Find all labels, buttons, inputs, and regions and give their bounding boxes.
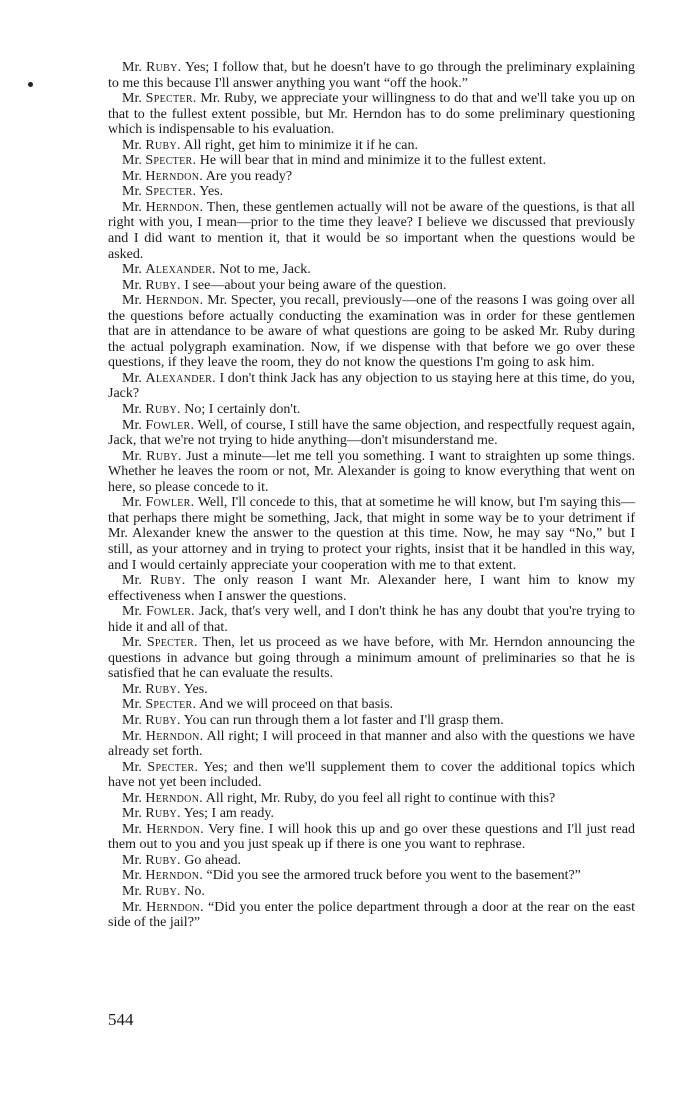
speaker-name: Ruby.	[145, 60, 182, 75]
speaker-prefix: Mr.	[122, 635, 142, 651]
transcript-paragraph	[108, 791, 635, 807]
speaker-name: Ruby.	[145, 402, 181, 418]
transcript-paragraph	[108, 153, 635, 169]
speaker-prefix: Mr.	[122, 604, 142, 620]
speaker-prefix: Mr.	[122, 137, 142, 153]
transcript-paragraph	[108, 760, 635, 791]
speaker-prefix: Mr.	[122, 262, 142, 278]
speaker-prefix: Mr.	[122, 790, 142, 806]
speaker-name: Ruby.	[145, 883, 181, 899]
speaker-prefix: Mr.	[122, 184, 142, 200]
speaker-prefix: Mr.	[122, 712, 142, 728]
transcript-paragraph	[108, 262, 635, 278]
speech-text: Yes.	[183, 681, 208, 697]
transcript-paragraph	[108, 138, 635, 154]
speech-text: Jack, that's very well, and I don't think he has any doubt that you're trying to hide it and all of that.	[108, 604, 636, 635]
speaker-prefix: Mr.	[122, 417, 142, 433]
speaker-name: Herndon.	[145, 868, 204, 884]
transcript-paragraph	[108, 884, 635, 900]
speech-text: Yes.	[199, 184, 224, 200]
speaker-prefix: Mr.	[122, 759, 142, 775]
transcript-paragraph	[108, 822, 635, 853]
transcript-paragraph	[108, 449, 635, 496]
speech-text: Yes; and then we'll supplement them to cover the additional topics which have not yet been included.	[108, 759, 636, 791]
speaker-name: Herndon.	[146, 899, 204, 915]
speech-text: Yes; I am ready.	[183, 806, 274, 822]
speaker-prefix: Mr.	[122, 168, 142, 184]
speaker-name: Specter.	[145, 184, 197, 200]
transcript-paragraph	[108, 635, 635, 682]
speech-text: Then, let us proceed as we have before, with Mr. Herndon announcing the questions in advance but going through a minimum amount of preliminaries so that he is satisfied that he can evaluate the results.	[108, 635, 636, 682]
speech-text: Well, I'll concede to this, that at sometime he will know, but I'm saying this—that perhaps there might be something, Jack, that might in some way be to your detriment if Mr. Alexander knew the answer to the question at this time. Now, he may say “No,” but I still, as your attorney and in trying to protect your rights, insist that it be handled in this way, and I would certainly appreciate your cooperation with me to that extent.	[108, 495, 635, 573]
speaker-name: Herndon.	[146, 821, 204, 837]
speech-text: All right, Mr. Ruby, do you feel all right to continue with this?	[205, 790, 556, 806]
speaker-prefix: Mr.	[122, 806, 142, 822]
speech-text: No.	[184, 883, 205, 899]
transcript-paragraph	[108, 418, 635, 449]
transcript-paragraph	[108, 495, 635, 573]
transcript-paragraph	[108, 868, 635, 884]
speech-text: You can run through them a lot faster and I'll grasp them.	[183, 712, 504, 728]
page-number: 544	[108, 1010, 134, 1029]
speaker-name: Ruby.	[150, 573, 186, 589]
speaker-name: Herndon.	[145, 790, 204, 806]
speaker-prefix: Mr.	[122, 448, 142, 464]
speaker-name: Specter.	[145, 697, 197, 713]
speaker-name: Alexander.	[145, 370, 216, 386]
speaker-name: Herndon.	[145, 168, 204, 184]
speech-text: Mr. Specter, you recall, previously—one of the reasons I was going over all the questions before actually conducting the examination was in order for these gentlemen that are in attendance to be aware of what questions are going to be asked Mr. Ruby during the actual polygraph examination. Now, if we dispense with that before we go over these questions, if they leave the room, they do not know the questions I'm going to ask him.	[108, 293, 636, 371]
speaker-name: Ruby.	[145, 852, 181, 868]
speaker-prefix: Mr.	[122, 60, 142, 75]
speaker-name: Herndon.	[145, 728, 204, 744]
speaker-prefix: Mr.	[122, 199, 142, 215]
speaker-prefix: Mr.	[122, 153, 142, 169]
transcript-paragraph	[108, 293, 635, 371]
speaker-prefix: Mr.	[122, 91, 142, 107]
speech-text: And we will proceed on that basis.	[199, 697, 394, 713]
speech-text: The only reason I want Mr. Alexander here, I want him to know my effectiveness when I answer the questions.	[108, 573, 636, 604]
speech-text: Mr. Ruby, we appreciate your willingness to do that and we'll take you up on that to the fullest extent possible, but Mr. Herndon has to do some preliminary questioning which is indispensable to his evaluation.	[108, 91, 636, 138]
transcript-paragraph	[108, 278, 635, 294]
speech-text: I see—about your being aware of the question.	[184, 277, 447, 293]
speech-text: “Did you see the armored truck before you went to the basement?”	[206, 868, 581, 884]
speaker-name: Ruby.	[145, 277, 181, 293]
speech-text: All right; I will proceed in that manner and also with the questions we have already set forth.	[108, 728, 635, 760]
speech-text: Yes; I follow that, but he doesn't have to go through the preliminary explaining to me this because I'll answer anything you want “off the hook.”	[108, 60, 636, 91]
speaker-prefix: Mr.	[122, 573, 142, 589]
speech-text: No; I certainly don't.	[184, 402, 301, 418]
speech-text: Go ahead.	[184, 852, 242, 868]
transcript-paragraph	[108, 713, 635, 729]
speaker-prefix: Mr.	[122, 728, 142, 744]
speaker-name: Herndon.	[145, 293, 204, 309]
speaker-name: Ruby.	[146, 448, 182, 464]
speaker-prefix: Mr.	[122, 821, 142, 837]
speaker-prefix: Mr.	[122, 681, 142, 697]
speaker-name: Ruby.	[145, 806, 181, 822]
transcript-paragraph	[108, 729, 635, 760]
speaker-name: Specter.	[145, 153, 197, 169]
speech-text: Are you ready?	[205, 168, 293, 184]
transcript-body	[108, 60, 635, 931]
transcript-paragraph	[108, 200, 635, 262]
speech-text: Very fine. I will hook this up and go over these questions and I'll just read them out to you and you just speak up if there is one you want to rephrase.	[108, 821, 636, 853]
speaker-prefix: Mr.	[122, 495, 142, 511]
speech-text: Not to me, Jack.	[219, 262, 311, 278]
speaker-name: Specter.	[145, 91, 197, 107]
speaker-prefix: Mr.	[122, 899, 142, 915]
transcript-paragraph	[108, 402, 635, 418]
speech-text: Then, these gentlemen actually will not be aware of the questions, is that all right with you, I mean—prior to the time they leave? I believe we discussed that previously and I did want to mention it, that it would be so important when the questions would be asked.	[108, 199, 636, 262]
speaker-prefix: Mr.	[122, 370, 142, 386]
stray-ink-mark	[28, 82, 33, 87]
speaker-name: Fowler.	[145, 417, 195, 433]
speech-text: I don't think Jack has any objection to us staying here at this time, do you, Jack?	[108, 370, 636, 402]
speaker-name: Ruby.	[145, 137, 181, 153]
speaker-prefix: Mr.	[122, 293, 142, 309]
speech-text: All right, get him to minimize it if he can.	[183, 137, 418, 153]
speaker-prefix: Mr.	[122, 868, 142, 884]
transcript-paragraph	[108, 184, 635, 200]
transcript-paragraph	[108, 91, 635, 138]
transcript-paragraph	[108, 573, 635, 604]
transcript-paragraph	[108, 604, 635, 635]
speech-text: Well, of course, I still have the same objection, and respectfully request again, Jack, that we're not trying to hide anything—don't misunderstand me.	[108, 417, 636, 449]
transcript-paragraph	[108, 697, 635, 713]
speaker-name: Fowler.	[145, 604, 195, 620]
transcript-paragraph	[108, 169, 635, 185]
speech-text: Just a minute—let me tell you something. I want to straighten up some things. Whether he leaves the room or not, Mr. Alexander is going to know everything that went on here, so please concede to it.	[108, 448, 636, 495]
speaker-name: Ruby.	[145, 712, 181, 728]
speaker-name: Alexander.	[145, 262, 216, 278]
speech-text: “Did you enter the police department through a door at the rear on the east side of the jail?”	[108, 899, 635, 931]
speaker-name: Herndon.	[145, 199, 204, 215]
transcript-paragraph	[108, 682, 635, 698]
transcript-paragraph	[108, 853, 635, 869]
speaker-name: Ruby.	[145, 681, 181, 697]
speaker-prefix: Mr.	[122, 697, 142, 713]
speaker-name: Specter.	[146, 635, 198, 651]
speech-text: He will bear that in mind and minimize it to the fullest extent.	[199, 153, 547, 169]
speaker-prefix: Mr.	[122, 277, 142, 293]
transcript-paragraph	[108, 60, 635, 91]
speaker-prefix: Mr.	[122, 402, 142, 418]
speaker-prefix: Mr.	[122, 852, 142, 868]
transcript-paragraph	[108, 371, 635, 402]
speaker-prefix: Mr.	[122, 883, 142, 899]
speaker-name: Specter.	[147, 759, 199, 775]
transcript-paragraph	[108, 806, 635, 822]
transcript-paragraph	[108, 900, 635, 931]
speaker-name: Fowler.	[145, 495, 195, 511]
